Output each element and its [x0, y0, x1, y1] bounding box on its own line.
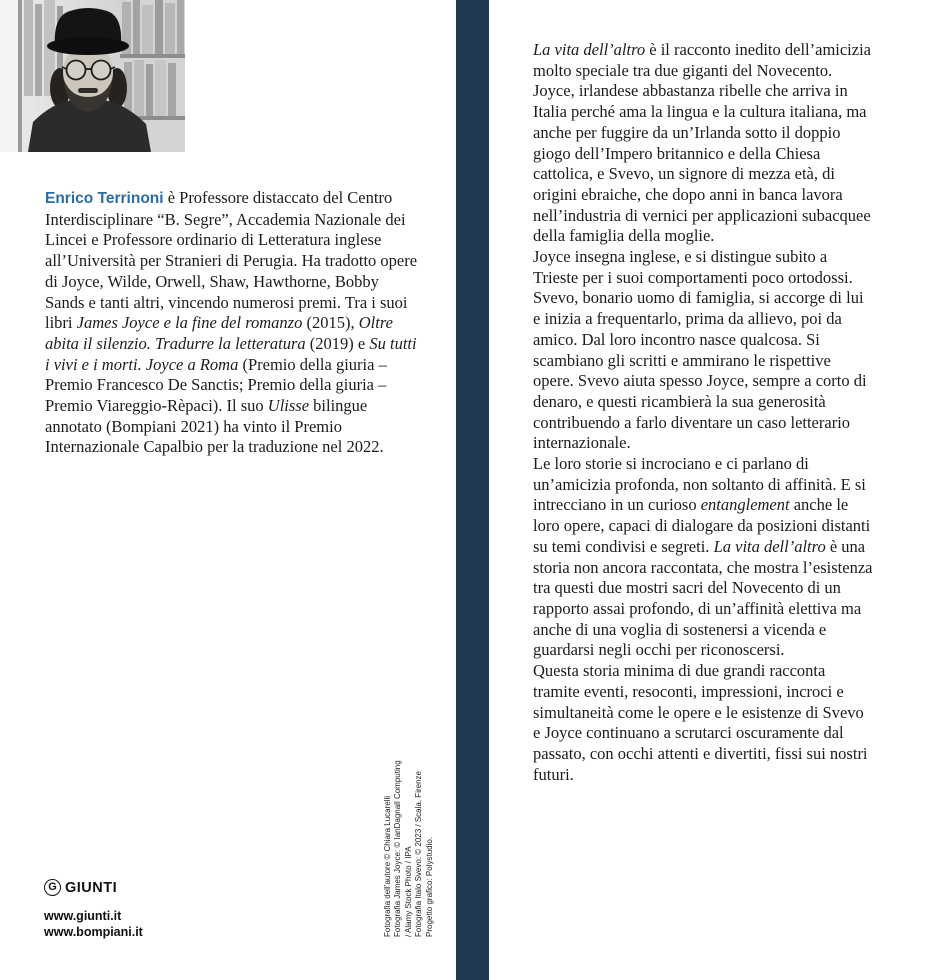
paragraph: [533, 454, 873, 661]
text-run: James Joyce e la fine del romanzo: [76, 313, 303, 333]
text-run: Oltre abita il silenzio. Tradurre la letteratura: [45, 313, 393, 353]
text-run: anche le loro opere, capaci di dialogare da posizioni distanti su temi condivisi e segreti.: [533, 495, 871, 556]
text-run: Su tutti i vivi e i morti. Joyce a Roma: [45, 333, 417, 374]
text-run: bilingue annotato (Bompiani 2021) ha vinto il Premio Internazionale Capalbio per la traduzione nel 2022.: [45, 396, 384, 457]
text-run: Enrico Terrinoni: [45, 190, 164, 207]
text-run: La vita dell’altro: [533, 40, 646, 59]
text-run: è una storia non ancora raccontata, che mostra l’esistenza tra questi due mostri sacri del Novecento di un rapporto assai profondo, di un’affinità elettiva ma anche di una voglia di sostenersi a vicenda e guardarsi negli occhi per riconoscersi.: [533, 536, 873, 660]
text-run: Questa storia minima di due grandi racconta tramite eventi, resoconti, impressioni, incroci e simultaneità come le opere e le esistenze di Svevo e Joyce continuano a scrutarci oscuramente dal passato, con occhi attenti e divertiti, fissi sui nostri futuri.: [533, 661, 868, 784]
credit-line: Progetto grafico: Polystudio.: [424, 836, 434, 937]
author-bio: [45, 188, 421, 458]
giunti-logo: [44, 879, 143, 896]
credit-line: Fotografia dell’autore © Chiara Lucarelli: [383, 795, 392, 937]
publisher-block: [44, 879, 143, 940]
photo-credits: [383, 760, 435, 937]
credit-line: Fotografia James Joyce: © IanDagnall Computing: [393, 760, 403, 937]
text-run: La vita dell’altro: [713, 536, 826, 556]
paragraph: [45, 188, 421, 458]
text-run: (2015),: [302, 313, 359, 333]
website-giunti: www.giunti.it: [44, 909, 122, 923]
website-bompiani: www.bompiani.it: [44, 925, 143, 939]
author-portrait-photo: [0, 0, 185, 152]
book-description: [533, 40, 873, 785]
credit-line: Fotografia Italo Svevo: © 2023 / Scala, Firenze: [414, 771, 424, 937]
giunti-logo-mark-icon: G: [44, 879, 61, 896]
text-run: Ulisse: [267, 396, 310, 416]
credit-line: / Alamy Stock Photo / IPA: [403, 846, 413, 937]
text-run: (Premio della giuria – Premio Francesco De Sanctis; Premio della giuria – Premio Viareggio-Rèpaci). Il suo: [45, 354, 387, 416]
paragraph: [533, 661, 873, 785]
spine-stripe: [456, 0, 489, 980]
text-run: Joyce insegna inglese, e si distingue subito a Trieste per i suoi comportamenti poco ortodossi. Svevo, bonario uomo di famiglia, si accorge di lui e inizia a frequentarlo, prima da allievo, poi da amico. Dal loro incontro nasce qualcosa. Si scambiano gli scritti e ammirano le rispettive opere. Svevo aiuta spesso Joyce, sempre a corto di denaro, e questi ricambierà la sua generosità contribuendo a farlo diventare un caso letterario internazionale.: [533, 247, 867, 453]
paragraph: [533, 40, 873, 247]
paragraph: [533, 247, 873, 454]
text-run: è il racconto inedito dell’amicizia molto speciale tra due giganti del Novecento. Joyce, irlandese abbastanza ribelle che arriva in Italia perché ama la lingua e la cultura italiana, ma anche per fuggire da un’Irlanda sotto il doppio giogo dell’Impero britannico e della Chiesa cattolica, e Svevo, un signore di mezza età, di origini ebraiche, che dopo anni in banca lavora nell’industria di vernici per applicazioni subacquee della famiglia della moglie.: [533, 40, 872, 246]
text-run: entanglement: [700, 495, 790, 515]
text-run: è Professore distaccato del Centro Interdisciplinare “B. Segre”, Accademia Nazionale dei Lincei e Professore ordinario di Letteratura inglese all’Università per Stranieri di Perugia. Ha tradotto opere di Joyce, Wilde, Orwell, Shaw, Hawthorne, Bobby Sands e tanti altri, vincendo numerosi premi. Tra i suoi libri: [45, 188, 418, 333]
text-run: (2019) e: [305, 333, 370, 353]
publisher-websites: [44, 908, 143, 940]
text-run: Le loro storie si incrociano e ci parlano di un’amicizia profonda, non soltanto di affinità. E si intrecciano in un curioso: [533, 454, 866, 515]
author-portrait-illustration: [0, 0, 185, 152]
giunti-logo-text: GIUNTI: [65, 879, 118, 896]
